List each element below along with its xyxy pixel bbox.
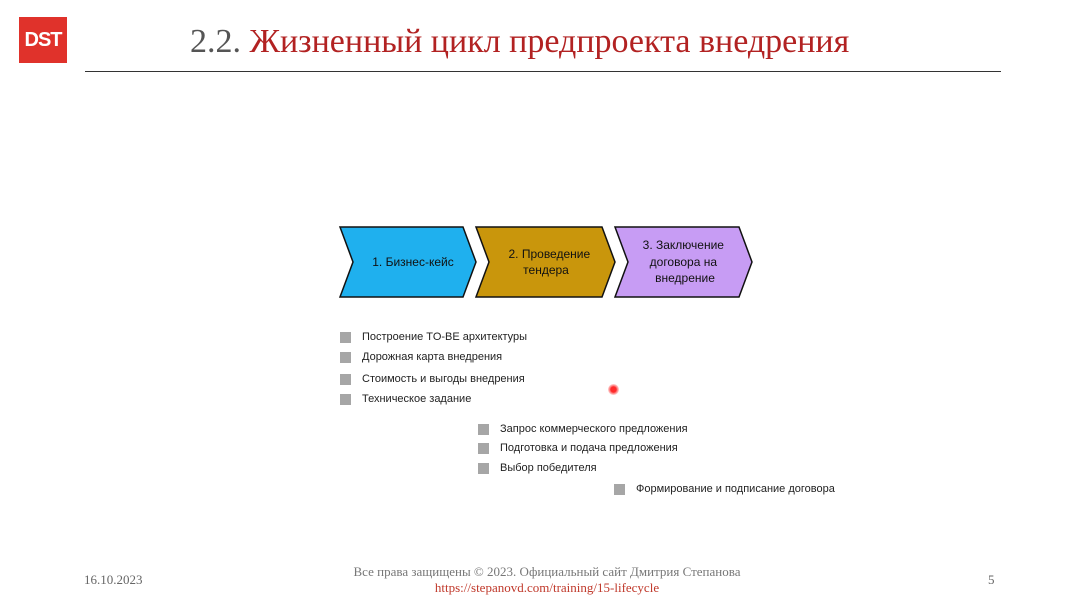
stage-3-chevron bbox=[615, 227, 752, 297]
bullet-square-icon bbox=[340, 394, 351, 405]
logo: DST bbox=[19, 17, 67, 63]
stage-2-label: 2. Проведение тендера bbox=[508, 247, 591, 277]
task-text: Дорожная карта внедрения bbox=[362, 351, 503, 363]
stage-2-chevron bbox=[476, 227, 615, 297]
task-text: Формирование и подписание договора bbox=[636, 483, 835, 495]
stage-1-label: 1. Бизнес-кейс bbox=[372, 255, 454, 269]
task-text: Выбор победителя bbox=[500, 462, 597, 474]
bullet-square-icon bbox=[614, 484, 625, 495]
task-item bbox=[340, 329, 527, 345]
footer-link[interactable]: https://stepanovd.com/training/15-lifecycle bbox=[434, 580, 660, 595]
task-item bbox=[614, 481, 835, 497]
bullet-square-icon bbox=[478, 463, 489, 474]
bullet-square-icon bbox=[478, 424, 489, 435]
footer-date: 16.10.2023 bbox=[84, 572, 143, 587]
lifecycle-chevron-diagram bbox=[330, 220, 760, 302]
task-text: Подготовка и подача предложения bbox=[500, 442, 678, 454]
stage-1-chevron bbox=[340, 227, 476, 297]
title-text: Жизненный цикл предпроекта внедрения bbox=[249, 23, 850, 60]
task-item bbox=[340, 349, 502, 365]
task-text: Стоимость и выгоды внедрения bbox=[362, 373, 525, 385]
footer-credits bbox=[300, 564, 794, 596]
task-text: Построение TO-BE архитектуры bbox=[362, 331, 528, 343]
task-item bbox=[478, 421, 688, 437]
page-number: 5 bbox=[988, 572, 995, 587]
task-text: Техническое задание bbox=[362, 393, 472, 405]
page-title bbox=[190, 20, 990, 66]
task-item bbox=[340, 371, 525, 387]
footer-copyright: Все права защищены © 2023. Официальный сайт Дмитрия Степанова bbox=[353, 564, 741, 579]
task-text: Запрос коммерческого предложения bbox=[500, 423, 688, 435]
title-number: 2.2. bbox=[190, 23, 241, 60]
task-item bbox=[478, 460, 597, 476]
task-item bbox=[340, 391, 471, 407]
laser-pointer-dot bbox=[608, 384, 619, 395]
bullet-square-icon bbox=[340, 352, 351, 363]
bullet-square-icon bbox=[340, 374, 351, 385]
bullet-square-icon bbox=[478, 443, 489, 454]
title-divider bbox=[85, 71, 1001, 72]
stage-2-shape bbox=[476, 227, 615, 297]
task-item bbox=[478, 440, 678, 456]
stage-3-label: 3. Заключение договора на внедрение bbox=[642, 238, 724, 285]
bullet-square-icon bbox=[340, 332, 351, 343]
